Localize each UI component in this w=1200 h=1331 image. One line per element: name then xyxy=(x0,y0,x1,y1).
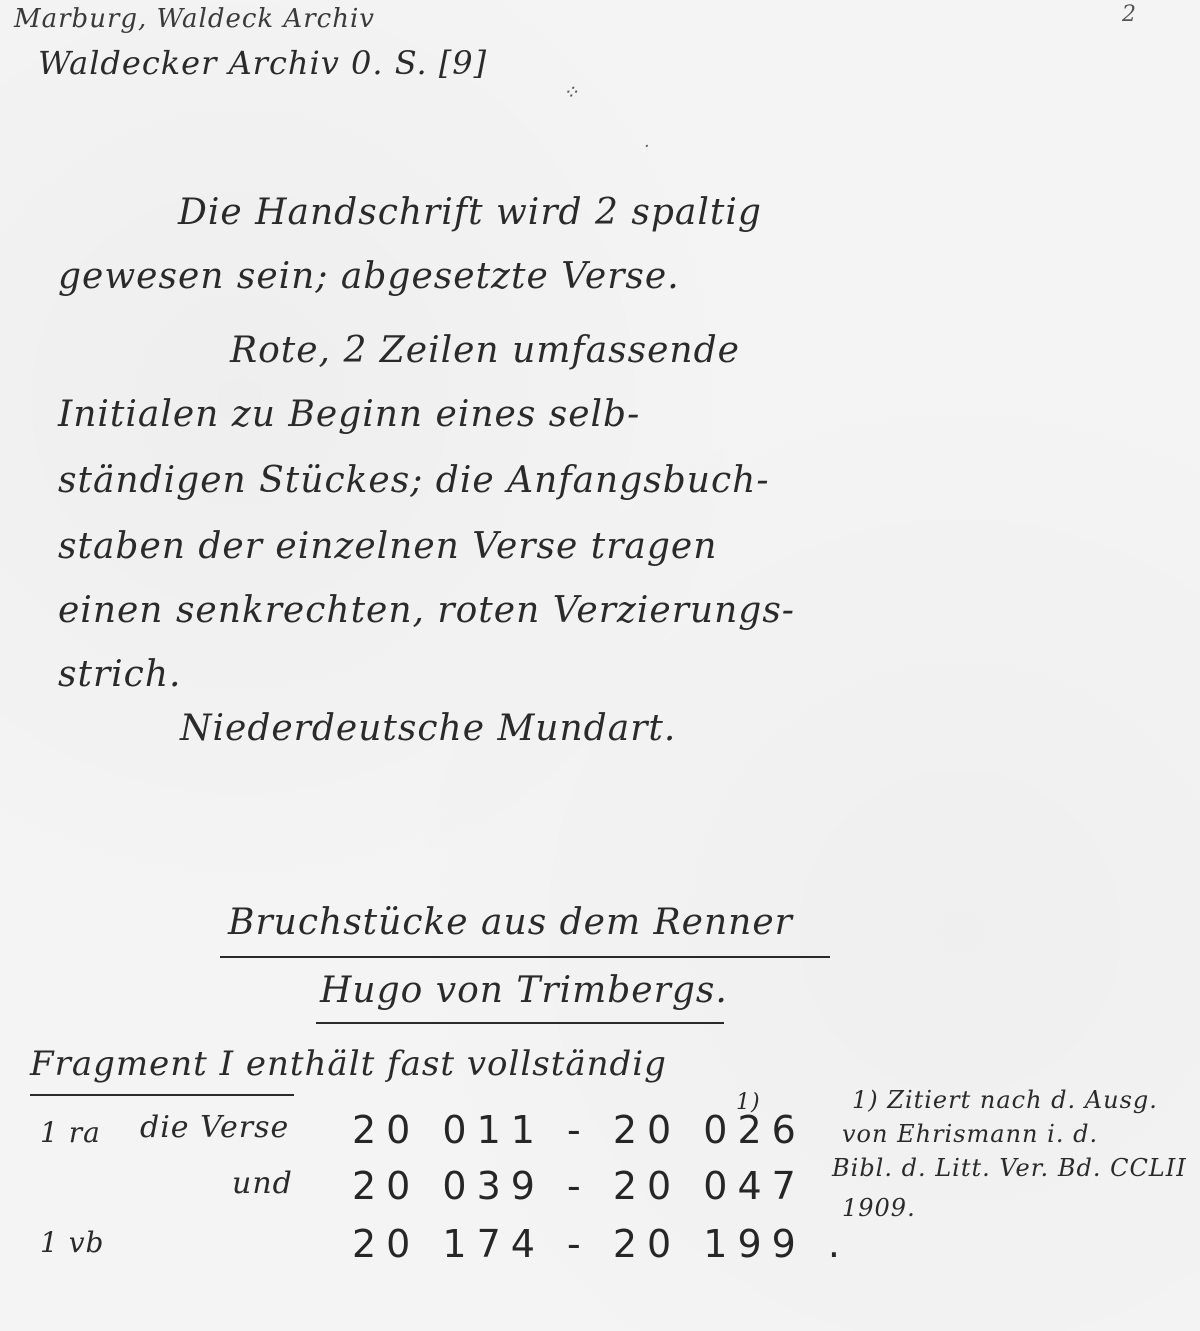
section-title-line-2: Hugo von Trimbergs. xyxy=(320,970,728,1011)
body-line-7: einen senkrechten, roten Verzierungs- xyxy=(58,590,795,631)
body-line-2: gewesen sein; abgesetzte Verse. xyxy=(58,256,680,297)
title-underline-1 xyxy=(220,956,830,958)
folio-label-3: 1 vb xyxy=(40,1226,105,1259)
body-line-3: Rote, 2 Zeilen umfassende xyxy=(230,330,740,371)
title-underline-2 xyxy=(316,1022,724,1024)
verse-range-3: 20 174 - 20 199 . xyxy=(352,1222,850,1266)
footnote-line-1: 1) Zitiert nach d. Ausg. xyxy=(852,1086,1158,1114)
ink-speck-2: · xyxy=(644,136,651,157)
footnote-line-4: 1909. xyxy=(842,1194,916,1222)
footnote-marker: 1) xyxy=(736,1090,761,1115)
header-line-2: Waldecker Archiv 0. S. [9] xyxy=(38,44,488,82)
verse-range-1: 20 011 - 20 026 xyxy=(352,1108,806,1152)
body-line-6: staben der einzelnen Verse tragen xyxy=(58,526,718,567)
verse-range-2: 20 039 - 20 047 xyxy=(352,1164,806,1208)
section-title-line-1: Bruchstücke aus dem Renner xyxy=(228,902,793,943)
ink-speck: ⁘ xyxy=(562,80,580,104)
body-line-5: ständigen Stückes; die Anfangsbuch- xyxy=(58,460,770,501)
body-line-1: Die Handschrift wird 2 spaltig xyxy=(178,192,762,233)
body-line-4: Initialen zu Beginn eines selb- xyxy=(58,394,641,435)
footnote-line-2: von Ehrismann i. d. xyxy=(842,1120,1099,1148)
dialect-note: Niederdeutsche Mundart. xyxy=(180,708,677,749)
entry-label-2: und xyxy=(232,1166,293,1201)
header-line-1: Marburg, Waldeck Archiv xyxy=(14,4,375,34)
body-line-8: strich. xyxy=(58,654,182,695)
folio-label-1: 1 ra xyxy=(40,1116,101,1149)
entry-label-1: die Verse xyxy=(140,1110,290,1145)
page-number: 2 xyxy=(1122,2,1137,27)
footnote-line-3: Bibl. d. Litt. Ver. Bd. CCLII xyxy=(832,1154,1187,1182)
fragment-heading: Fragment I enthält fast vollständig xyxy=(30,1044,667,1084)
fragment-underline xyxy=(30,1094,294,1096)
